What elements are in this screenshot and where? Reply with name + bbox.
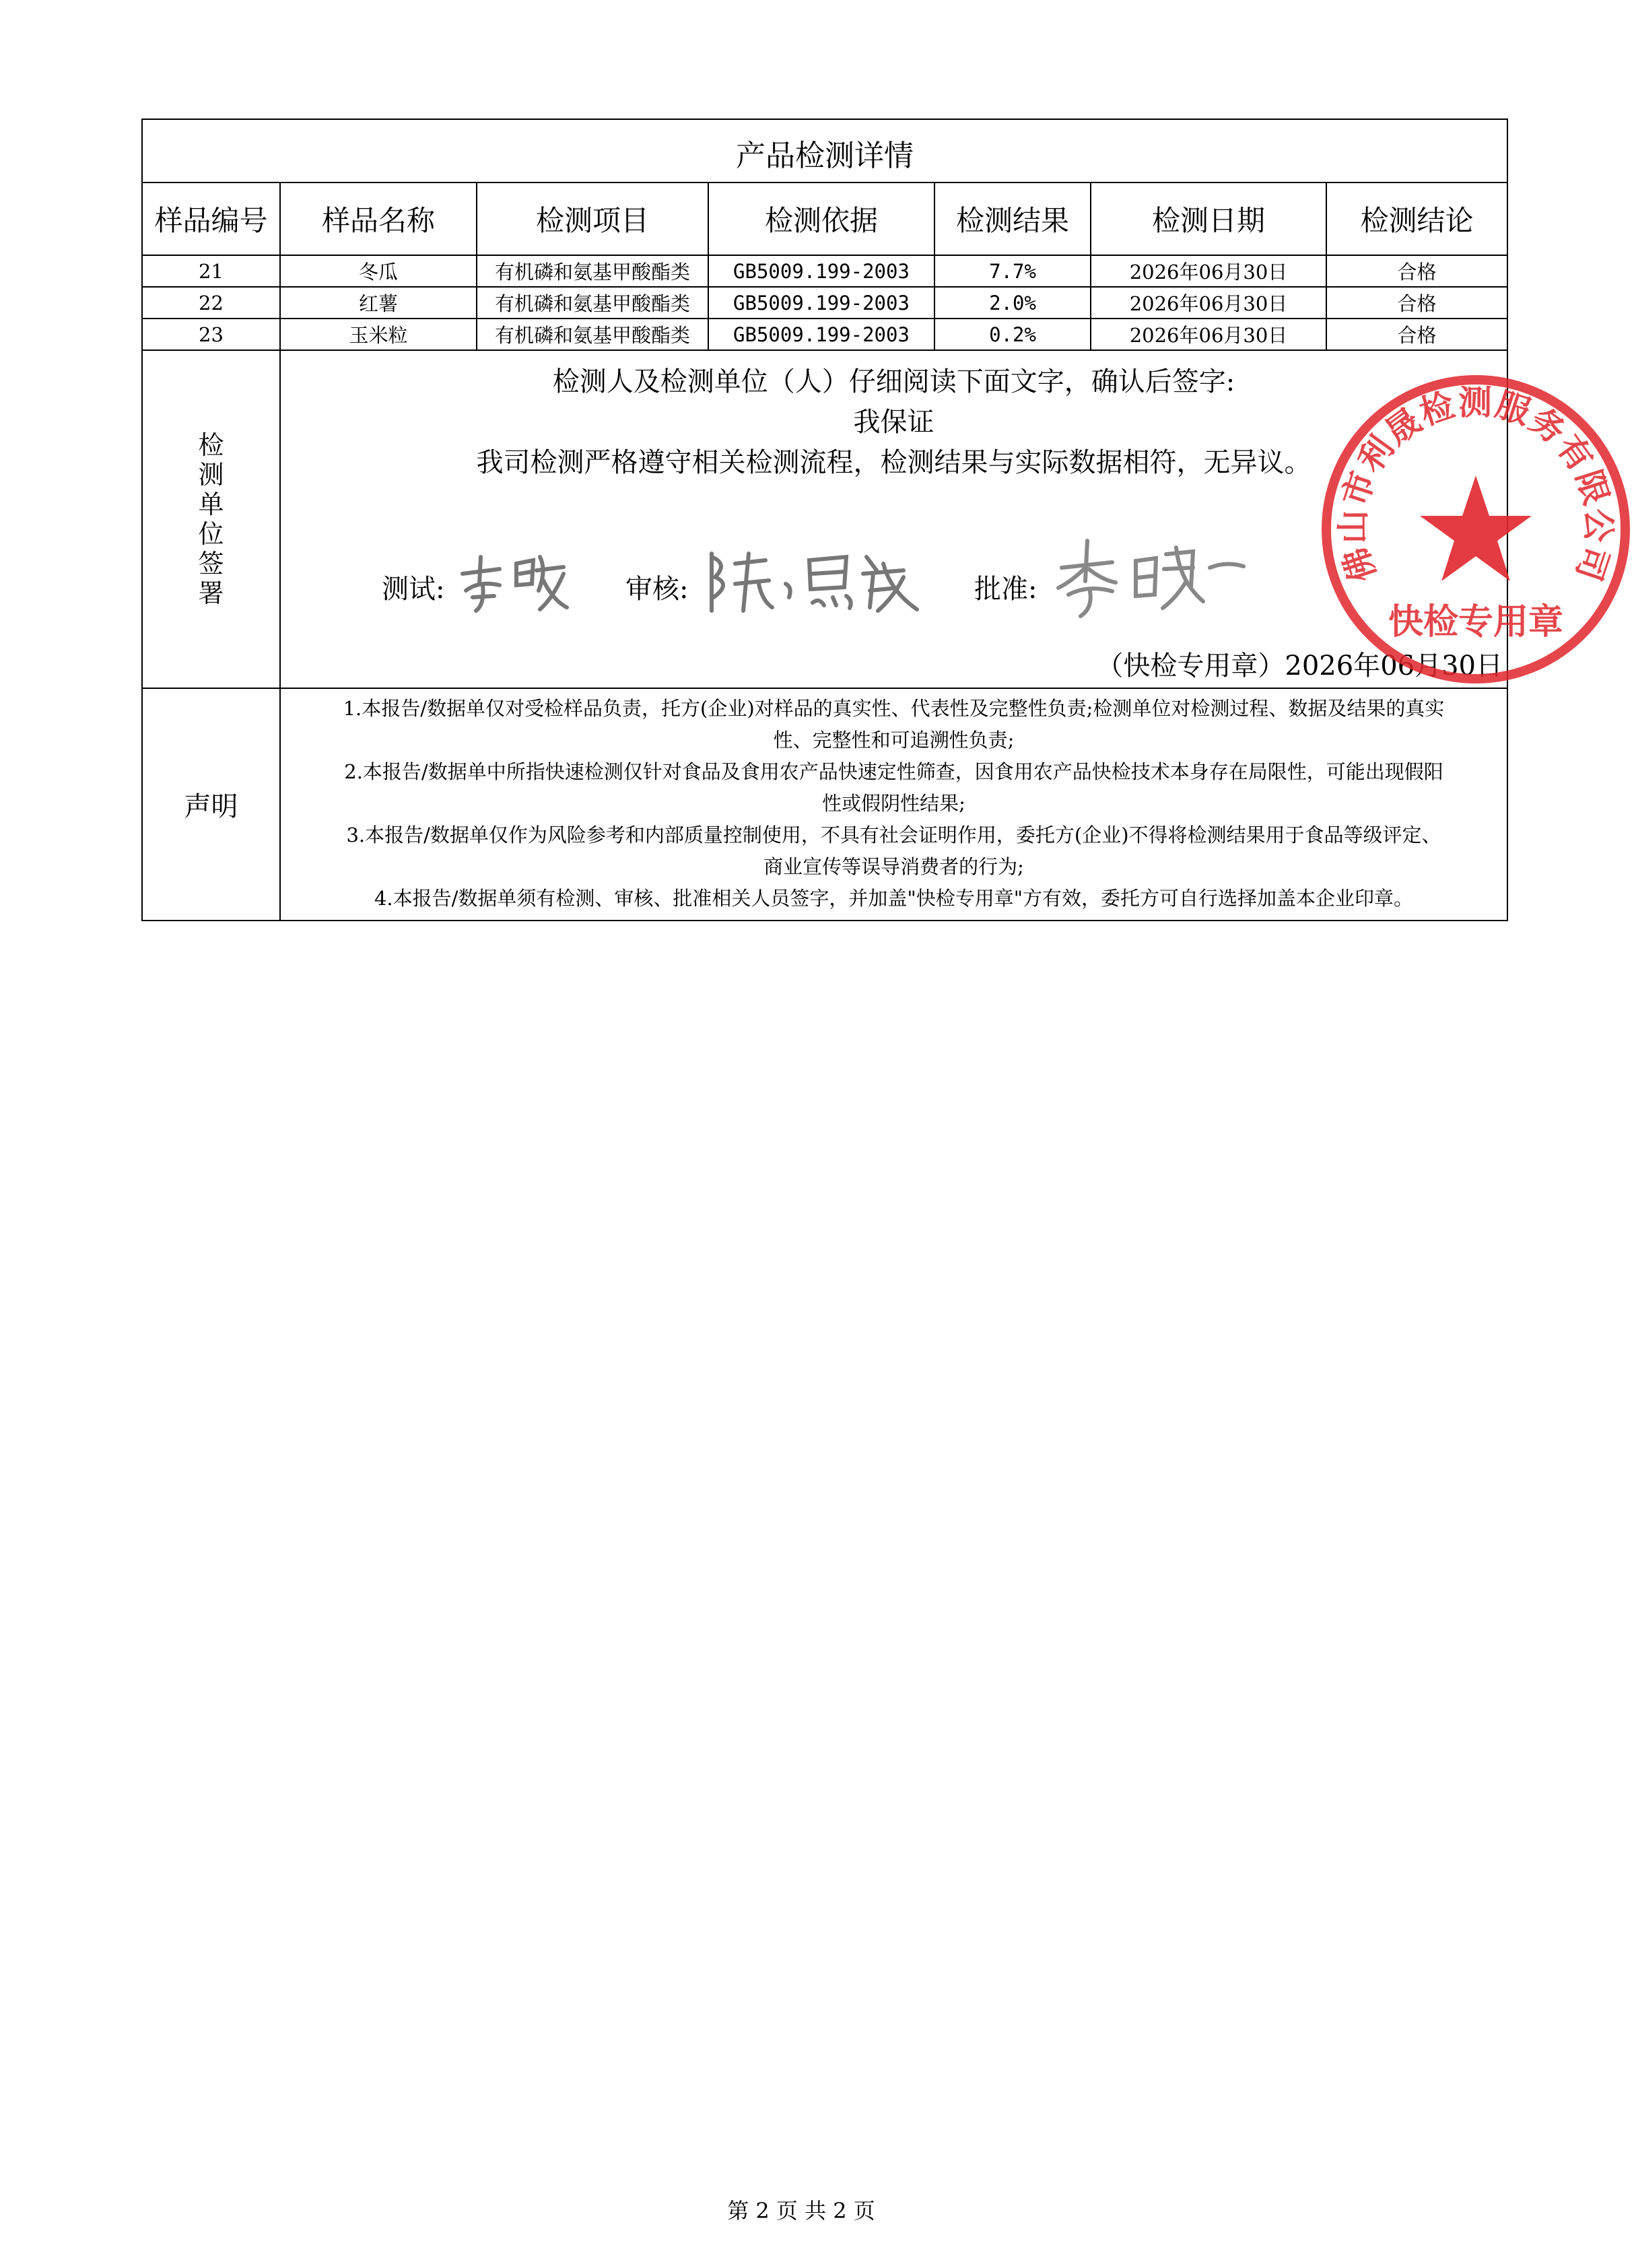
cell-sample-no: 21 bbox=[142, 255, 280, 287]
cell-conclusion: 合格 bbox=[1326, 287, 1507, 319]
table-row bbox=[142, 287, 1507, 319]
declaration-label: 声明 bbox=[142, 688, 280, 921]
header-test-date: 检测日期 bbox=[1091, 182, 1326, 255]
signature-area bbox=[280, 350, 1619, 688]
cell-test-result: 2.0% bbox=[934, 287, 1091, 319]
detection-table bbox=[141, 119, 1619, 921]
declaration-notes bbox=[280, 688, 1507, 921]
note-line: 性或假阴性结果; bbox=[822, 792, 965, 815]
page-number: 第 2 页 共 2 页 bbox=[727, 2198, 875, 2224]
cell-sample-name: 玉米粒 bbox=[280, 319, 477, 350]
cell-test-result: 0.2% bbox=[934, 319, 1091, 350]
stamp-date: （快检专用章）2026年06月30日 bbox=[1096, 651, 1503, 681]
header-conclusion: 检测结论 bbox=[1326, 182, 1507, 255]
cell-test-basis: GB5009.199-2003 bbox=[708, 255, 934, 287]
company-seal-stamp bbox=[1318, 371, 1634, 688]
tester-signature bbox=[452, 543, 574, 618]
note-line: 3.本报告/数据单仅作为风险参考和内部质量控制使用，不具有社会证明作用，委托方(企业)不得将检测结果用于食品等级评定、 bbox=[346, 824, 1441, 846]
note-line: 1.本报告/数据单仅对受检样品负责，托方(企业)对样品的真实性、代表性及完整性负责;检测单位对检测过程、数据及结果的真实 bbox=[343, 697, 1445, 720]
header-row bbox=[142, 182, 1507, 255]
header-sample-no: 样品编号 bbox=[142, 182, 280, 255]
signature-section-label: 检 测 单 位 签 署 bbox=[142, 350, 280, 688]
header-sample-name: 样品名称 bbox=[280, 182, 477, 255]
cell-sample-name: 红薯 bbox=[280, 287, 477, 319]
header-test-basis: 检测依据 bbox=[708, 182, 934, 255]
approver-label: 批准: bbox=[974, 574, 1037, 605]
cell-test-item: 有机磷和氨基甲酸酯类 bbox=[477, 287, 708, 319]
cell-test-item: 有机磷和氨基甲酸酯类 bbox=[477, 255, 708, 287]
header-test-result: 检测结果 bbox=[934, 182, 1091, 255]
note-line: 性、完整性和可追溯性负责; bbox=[773, 729, 1015, 752]
note-line: 4.本报告/数据单须有检测、审核、批准相关人员签字，并加盖"快检专用章"方有效，委托方可自行选择加盖本企业印章。 bbox=[374, 887, 1414, 910]
cell-test-basis: GB5009.199-2003 bbox=[708, 319, 934, 350]
cell-test-date: 2026年06月30日 bbox=[1091, 255, 1326, 287]
reviewer-signature bbox=[702, 543, 924, 618]
guarantee-text: 我司检测严格遵守相关检测流程，检测结果与实际数据相符，无异议。 bbox=[476, 447, 1312, 478]
declaration-row bbox=[142, 688, 1507, 921]
cell-test-result: 7.7% bbox=[934, 255, 1091, 287]
approver-signature bbox=[1048, 527, 1250, 622]
instruction-text: 检测人及检测单位（人）仔细阅读下面文字，确认后签字: bbox=[552, 366, 1235, 397]
cell-sample-no: 23 bbox=[142, 319, 280, 350]
header-test-item: 检测项目 bbox=[477, 182, 708, 255]
table-row bbox=[142, 319, 1507, 350]
cell-test-date: 2026年06月30日 bbox=[1091, 287, 1326, 319]
svg-text:佛山市利晟检测服务有限公司: 佛山市利晟检测服务有限公司 bbox=[1333, 383, 1619, 587]
tester-label: 测试: bbox=[382, 574, 445, 605]
note-line: 2.本报告/数据单中所指快速检测仅针对食品及食用农产品快速定性筛查，因食用农产品快检技术本身存在局限性，可能出现假阳 bbox=[344, 760, 1443, 783]
svg-text:快检专用章: 快检专用章 bbox=[1388, 602, 1564, 642]
cell-conclusion: 合格 bbox=[1326, 319, 1507, 350]
guarantee-heading: 我保证 bbox=[853, 407, 934, 438]
table-title: 产品检测详情 bbox=[142, 119, 1507, 182]
cell-test-basis: GB5009.199-2003 bbox=[708, 287, 934, 319]
cell-sample-name: 冬瓜 bbox=[280, 255, 477, 287]
cell-sample-no: 22 bbox=[142, 287, 280, 319]
signature-row bbox=[142, 350, 1507, 688]
note-line: 商业宣传等误导消费者的行为; bbox=[763, 855, 1024, 878]
table-row bbox=[142, 255, 1507, 287]
cell-test-item: 有机磷和氨基甲酸酯类 bbox=[477, 319, 708, 350]
report-sheet bbox=[141, 119, 1619, 921]
cell-conclusion: 合格 bbox=[1326, 255, 1507, 287]
reviewer-label: 审核: bbox=[625, 574, 689, 605]
cell-test-date: 2026年06月30日 bbox=[1091, 319, 1326, 350]
